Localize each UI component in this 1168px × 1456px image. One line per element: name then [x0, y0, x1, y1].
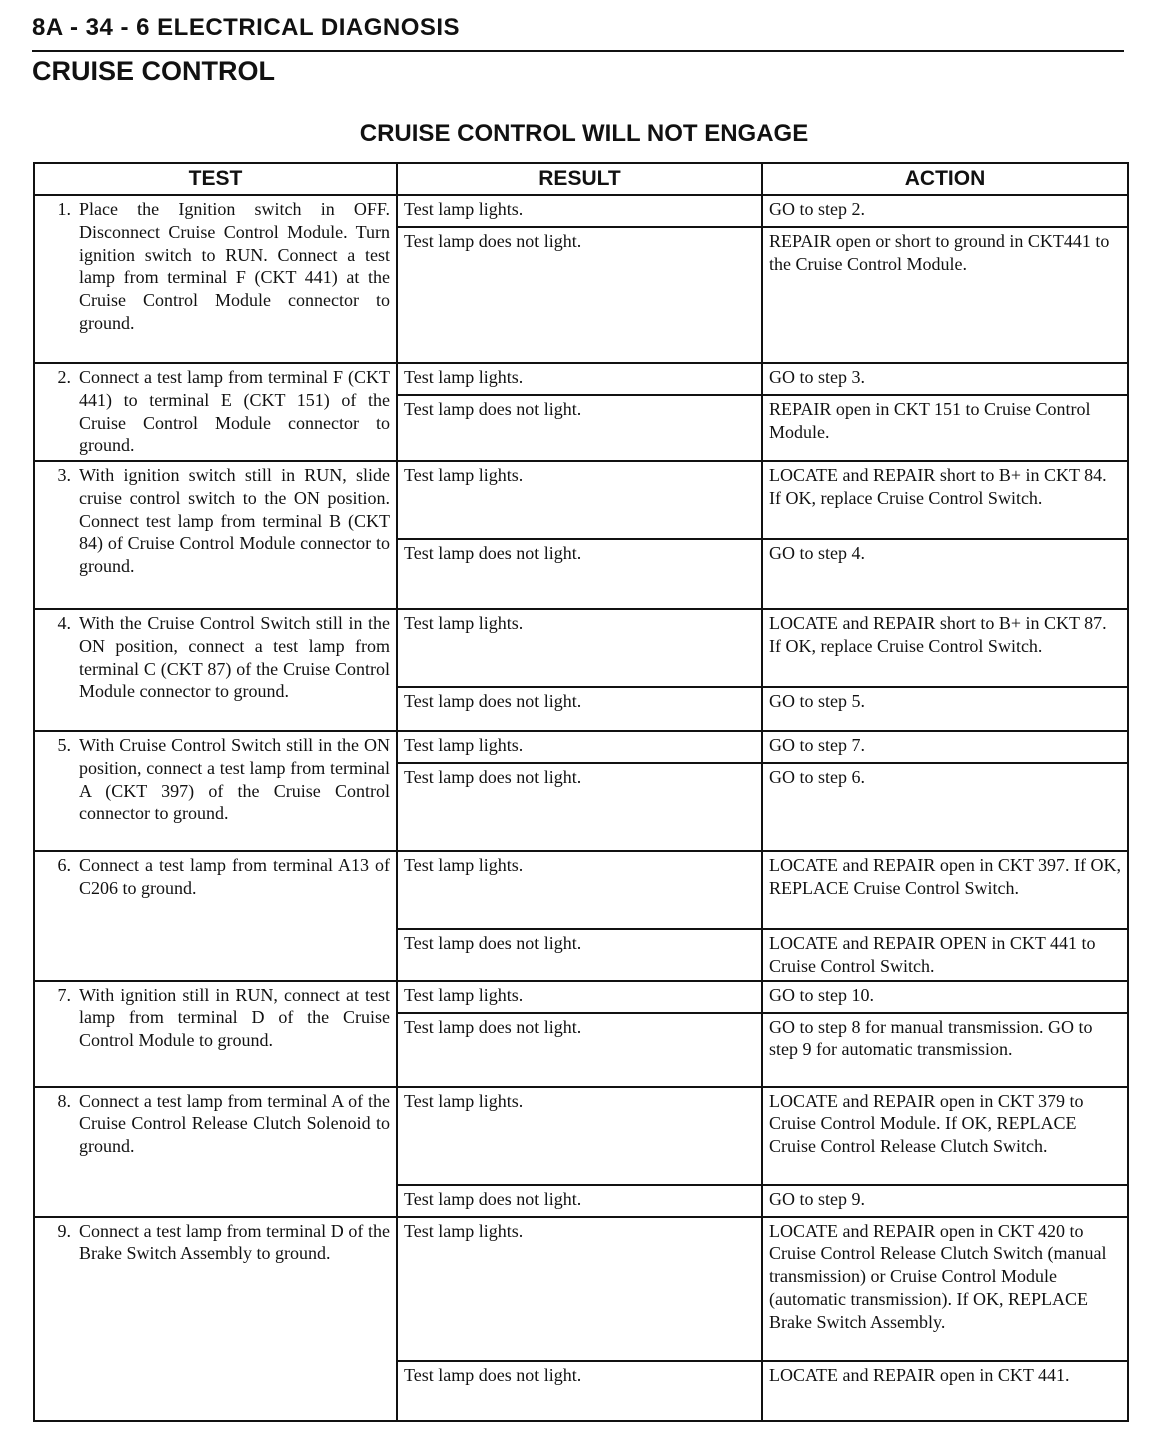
section-title: CRUISE CONTROL	[32, 56, 275, 86]
step-number: 8.	[57, 1090, 71, 1111]
table-row	[34, 1217, 1128, 1361]
result-cell: Test lamp does not light.	[397, 227, 762, 363]
action-cell: LOCATE and REPAIR short to B+ in CKT 87. If OK, replace Cruise Control Switch.	[762, 609, 1128, 687]
table-row	[34, 195, 1128, 227]
action-cell: LOCATE and REPAIR short to B+ in CKT 84. If OK, replace Cruise Control Switch.	[762, 461, 1128, 539]
test-instruction: Connect a test lamp from terminal F (CKT 441) to terminal E (CKT 151) of the Cruise Control Module connector to ground.	[79, 367, 390, 456]
column-header-action: ACTION	[762, 163, 1128, 195]
column-header-test: TEST	[34, 163, 397, 195]
action-cell: GO to step 5.	[762, 687, 1128, 731]
action-cell: GO to step 3.	[762, 363, 1128, 395]
result-cell: Test lamp does not light.	[397, 1361, 762, 1421]
test-instruction: Connect a test lamp from terminal A13 of C206 to ground.	[79, 855, 390, 898]
result-cell: Test lamp lights.	[397, 609, 762, 687]
step-number: 3.	[57, 465, 71, 485]
test-instruction: Connect a test lamp from terminal D of the Brake Switch Assembly to ground.	[79, 1220, 390, 1264]
result-cell: Test lamp lights.	[397, 195, 762, 227]
step-number: 7.	[57, 984, 71, 1005]
action-cell: REPAIR open or short to ground in CKT441 to the Cruise Control Module.	[762, 227, 1128, 363]
test-cell	[34, 461, 397, 609]
result-cell: Test lamp lights.	[397, 731, 762, 763]
step-number: 1.	[57, 199, 71, 219]
result-cell: Test lamp lights.	[397, 851, 762, 929]
action-cell: LOCATE and REPAIR OPEN in CKT 441 to Cruise Control Switch.	[762, 929, 1128, 981]
table-row	[34, 609, 1128, 687]
action-cell: GO to step 4.	[762, 539, 1128, 609]
result-cell: Test lamp does not light.	[397, 1185, 762, 1217]
step-number: 2.	[57, 367, 71, 387]
table-row	[34, 981, 1128, 1013]
action-cell: GO to step 7.	[762, 731, 1128, 763]
page-header: 8A - 34 - 6 ELECTRICAL DIAGNOSIS	[32, 14, 461, 41]
table-title: CRUISE CONTROL WILL NOT ENGAGE	[359, 120, 809, 147]
result-cell: Test lamp does not light.	[397, 539, 762, 609]
table-row	[34, 851, 1128, 929]
test-instruction: Place the Ignition switch in OFF. Disconnect Cruise Control Module. Turn ignition switch to RUN. Connect a test lamp from terminal F (CKT 441) at the Cruise Control Module connector to ground.	[79, 199, 390, 333]
test-cell	[34, 1217, 397, 1421]
result-cell: Test lamp lights.	[397, 363, 762, 395]
step-number: 4.	[57, 613, 71, 633]
action-cell: LOCATE and REPAIR open in CKT 420 to Cruise Control Release Clutch Switch (manual transmission) or Cruise Control Module (automatic transmission). If OK, REPLACE Brake Switch Assembly.	[762, 1217, 1128, 1361]
diagnosis-table	[33, 162, 1129, 1422]
test-instruction: With ignition switch still in RUN, slide cruise control switch to the ON position. Connect test lamp from terminal B (CKT 84) of Cruise Control Module connector to ground.	[79, 465, 390, 577]
test-cell	[34, 609, 397, 731]
result-cell: Test lamp does not light.	[397, 1013, 762, 1087]
action-cell: LOCATE and REPAIR open in CKT 441.	[762, 1361, 1128, 1421]
table-row	[34, 1087, 1128, 1185]
action-cell: GO to step 2.	[762, 195, 1128, 227]
action-cell: GO to step 8 for manual transmission. GO to step 9 for automatic transmission.	[762, 1013, 1128, 1087]
result-cell: Test lamp lights.	[397, 1217, 762, 1361]
test-cell	[34, 1087, 397, 1217]
test-instruction: With the Cruise Control Switch still in the ON position, connect a test lamp from terminal C (CKT 87) of the Cruise Control Module connector to ground.	[79, 613, 390, 702]
action-cell: GO to step 6.	[762, 763, 1128, 851]
table-row	[34, 363, 1128, 395]
action-cell: GO to step 9.	[762, 1185, 1128, 1217]
table-row	[34, 731, 1128, 763]
test-cell	[34, 363, 397, 461]
test-cell	[34, 981, 397, 1087]
step-number: 9.	[57, 1220, 71, 1241]
step-number: 6.	[57, 855, 71, 875]
action-cell: LOCATE and REPAIR open in CKT 397. If OK, REPLACE Cruise Control Switch.	[762, 851, 1128, 929]
test-instruction: Connect a test lamp from terminal A of the Cruise Control Release Clutch Solenoid to ground.	[79, 1090, 390, 1157]
action-cell: LOCATE and REPAIR open in CKT 379 to Cruise Control Module. If OK, REPLACE Cruise Control Release Clutch Switch.	[762, 1087, 1128, 1185]
test-instruction: With Cruise Control Switch still in the ON position, connect a test lamp from terminal A (CKT 397) of the Cruise Control connector to ground.	[79, 735, 390, 824]
test-cell	[34, 851, 397, 981]
table-row	[34, 461, 1128, 539]
result-cell: Test lamp lights.	[397, 461, 762, 539]
result-cell: Test lamp does not light.	[397, 763, 762, 851]
test-instruction: With ignition still in RUN, connect at test lamp from terminal D of the Cruise Control Module to ground.	[79, 984, 390, 1051]
test-cell	[34, 731, 397, 851]
step-number: 5.	[57, 735, 71, 755]
result-cell: Test lamp does not light.	[397, 687, 762, 731]
column-header-result: RESULT	[397, 163, 762, 195]
result-cell: Test lamp lights.	[397, 981, 762, 1013]
result-cell: Test lamp does not light.	[397, 929, 762, 981]
table-body	[34, 195, 1128, 1421]
result-cell: Test lamp does not light.	[397, 395, 762, 461]
action-cell: REPAIR open in CKT 151 to Cruise Control Module.	[762, 395, 1128, 461]
result-cell: Test lamp lights.	[397, 1087, 762, 1185]
action-cell: GO to step 10.	[762, 981, 1128, 1013]
test-cell	[34, 195, 397, 363]
header-rule	[32, 50, 1124, 52]
table-header-row	[34, 163, 1128, 195]
